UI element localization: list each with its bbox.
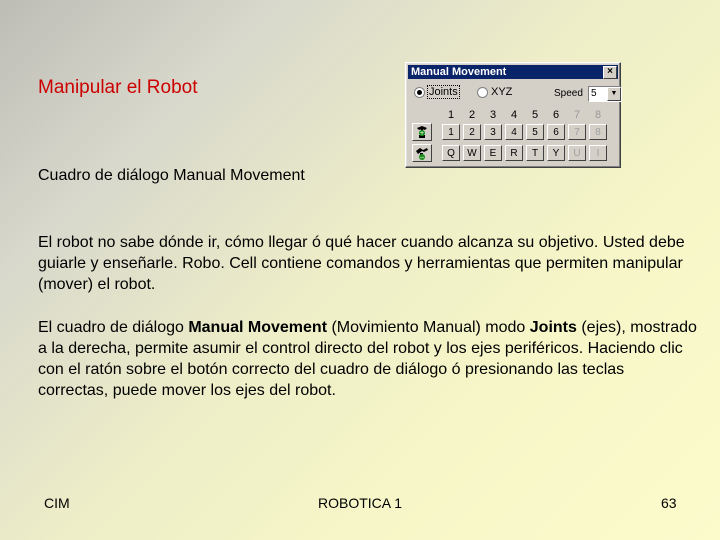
paragraph-intro: El robot no sabe dónde ir, cómo llegar ó qué hacer cuando alcanza su objetivo. Usted debe guiarle y enseñarle. Robo. Cell contiene comandos y herramientas que permiten manipular (mover) el robot. bbox=[38, 234, 685, 293]
robot-arm-minus-icon bbox=[414, 145, 430, 161]
axis-number-7: 7 bbox=[573, 109, 581, 121]
slide-title: Manipular el Robot bbox=[38, 77, 198, 98]
plus-axis-8-button[interactable]: 8 bbox=[589, 124, 607, 140]
speed-select[interactable] bbox=[588, 86, 622, 102]
joints-radio[interactable] bbox=[414, 87, 425, 98]
axis-number-3: 3 bbox=[489, 109, 497, 121]
minus-axis-5-button[interactable]: T bbox=[526, 145, 544, 161]
footer-center: ROBOTICA 1 bbox=[318, 495, 403, 511]
axis-plus-icon-button[interactable] bbox=[412, 123, 432, 141]
plus-axis-4-button[interactable]: 4 bbox=[505, 124, 523, 140]
minus-axis-4-button[interactable]: R bbox=[505, 145, 523, 161]
joints-radio-label[interactable] bbox=[427, 86, 460, 98]
plus-axis-2-button[interactable]: 2 bbox=[463, 124, 481, 140]
svg-text:+: + bbox=[419, 130, 425, 137]
dialog-title: Manual Movement bbox=[411, 66, 507, 78]
xyz-radio-label[interactable]: XYZ bbox=[491, 86, 513, 98]
close-icon: × bbox=[607, 66, 613, 77]
text-fragment: El cuadro de diálogo bbox=[38, 319, 189, 336]
plus-axis-1-button[interactable]: 1 bbox=[442, 124, 460, 140]
minus-axis-3-button[interactable]: E bbox=[484, 145, 502, 161]
speed-value: 5 bbox=[591, 88, 597, 99]
bold-manual-movement: Manual Movement bbox=[188, 319, 328, 336]
slide-subtitle: Cuadro de diálogo Manual Movement bbox=[38, 167, 305, 184]
minus-axis-1-button[interactable]: Q bbox=[442, 145, 460, 161]
minus-axis-6-button[interactable]: Y bbox=[547, 145, 565, 161]
text-fragment: (Movimiento Manual) modo bbox=[327, 319, 530, 336]
axis-number-8: 8 bbox=[594, 109, 602, 121]
chevron-down-icon[interactable]: ▼ bbox=[607, 87, 621, 101]
joints-label-text: Joints bbox=[429, 86, 458, 98]
plus-axis-6-button[interactable]: 6 bbox=[547, 124, 565, 140]
text-fragment: (ejes), mostrado a la derecha, permite asumir el control directo del robot y los ejes periféricos. Haciendo clic con el ratón sobre el botón correcto del cuadro de diálogo ó presionando las teclas correctas, puede mover los ejes del robot. bbox=[38, 319, 697, 399]
bold-joints: Joints bbox=[529, 319, 577, 336]
dialog-titlebar[interactable] bbox=[408, 65, 618, 79]
minus-axis-7-button[interactable]: U bbox=[568, 145, 586, 161]
robot-arm-plus-icon bbox=[414, 124, 430, 140]
svg-text:−: − bbox=[419, 154, 425, 161]
page-number: 63 bbox=[661, 495, 677, 511]
axis-number-2: 2 bbox=[468, 109, 476, 121]
plus-axis-7-button[interactable]: 7 bbox=[568, 124, 586, 140]
paragraph-dialog-description bbox=[38, 317, 698, 401]
axis-number-6: 6 bbox=[552, 109, 560, 121]
speed-label: Speed bbox=[554, 88, 583, 99]
xyz-radio[interactable] bbox=[477, 87, 488, 98]
axis-number-4: 4 bbox=[510, 109, 518, 121]
mode-bar bbox=[412, 84, 616, 102]
axis-number-1: 1 bbox=[447, 109, 455, 121]
axis-minus-icon-button[interactable] bbox=[412, 144, 432, 162]
footer-left: CIM bbox=[44, 495, 70, 511]
minus-axis-8-button[interactable]: I bbox=[589, 145, 607, 161]
axis-number-5: 5 bbox=[531, 109, 539, 121]
plus-axis-3-button[interactable]: 3 bbox=[484, 124, 502, 140]
minus-axis-2-button[interactable]: W bbox=[463, 145, 481, 161]
manual-movement-dialog bbox=[405, 62, 621, 168]
close-button[interactable] bbox=[603, 66, 617, 79]
plus-axis-5-button[interactable]: 5 bbox=[526, 124, 544, 140]
